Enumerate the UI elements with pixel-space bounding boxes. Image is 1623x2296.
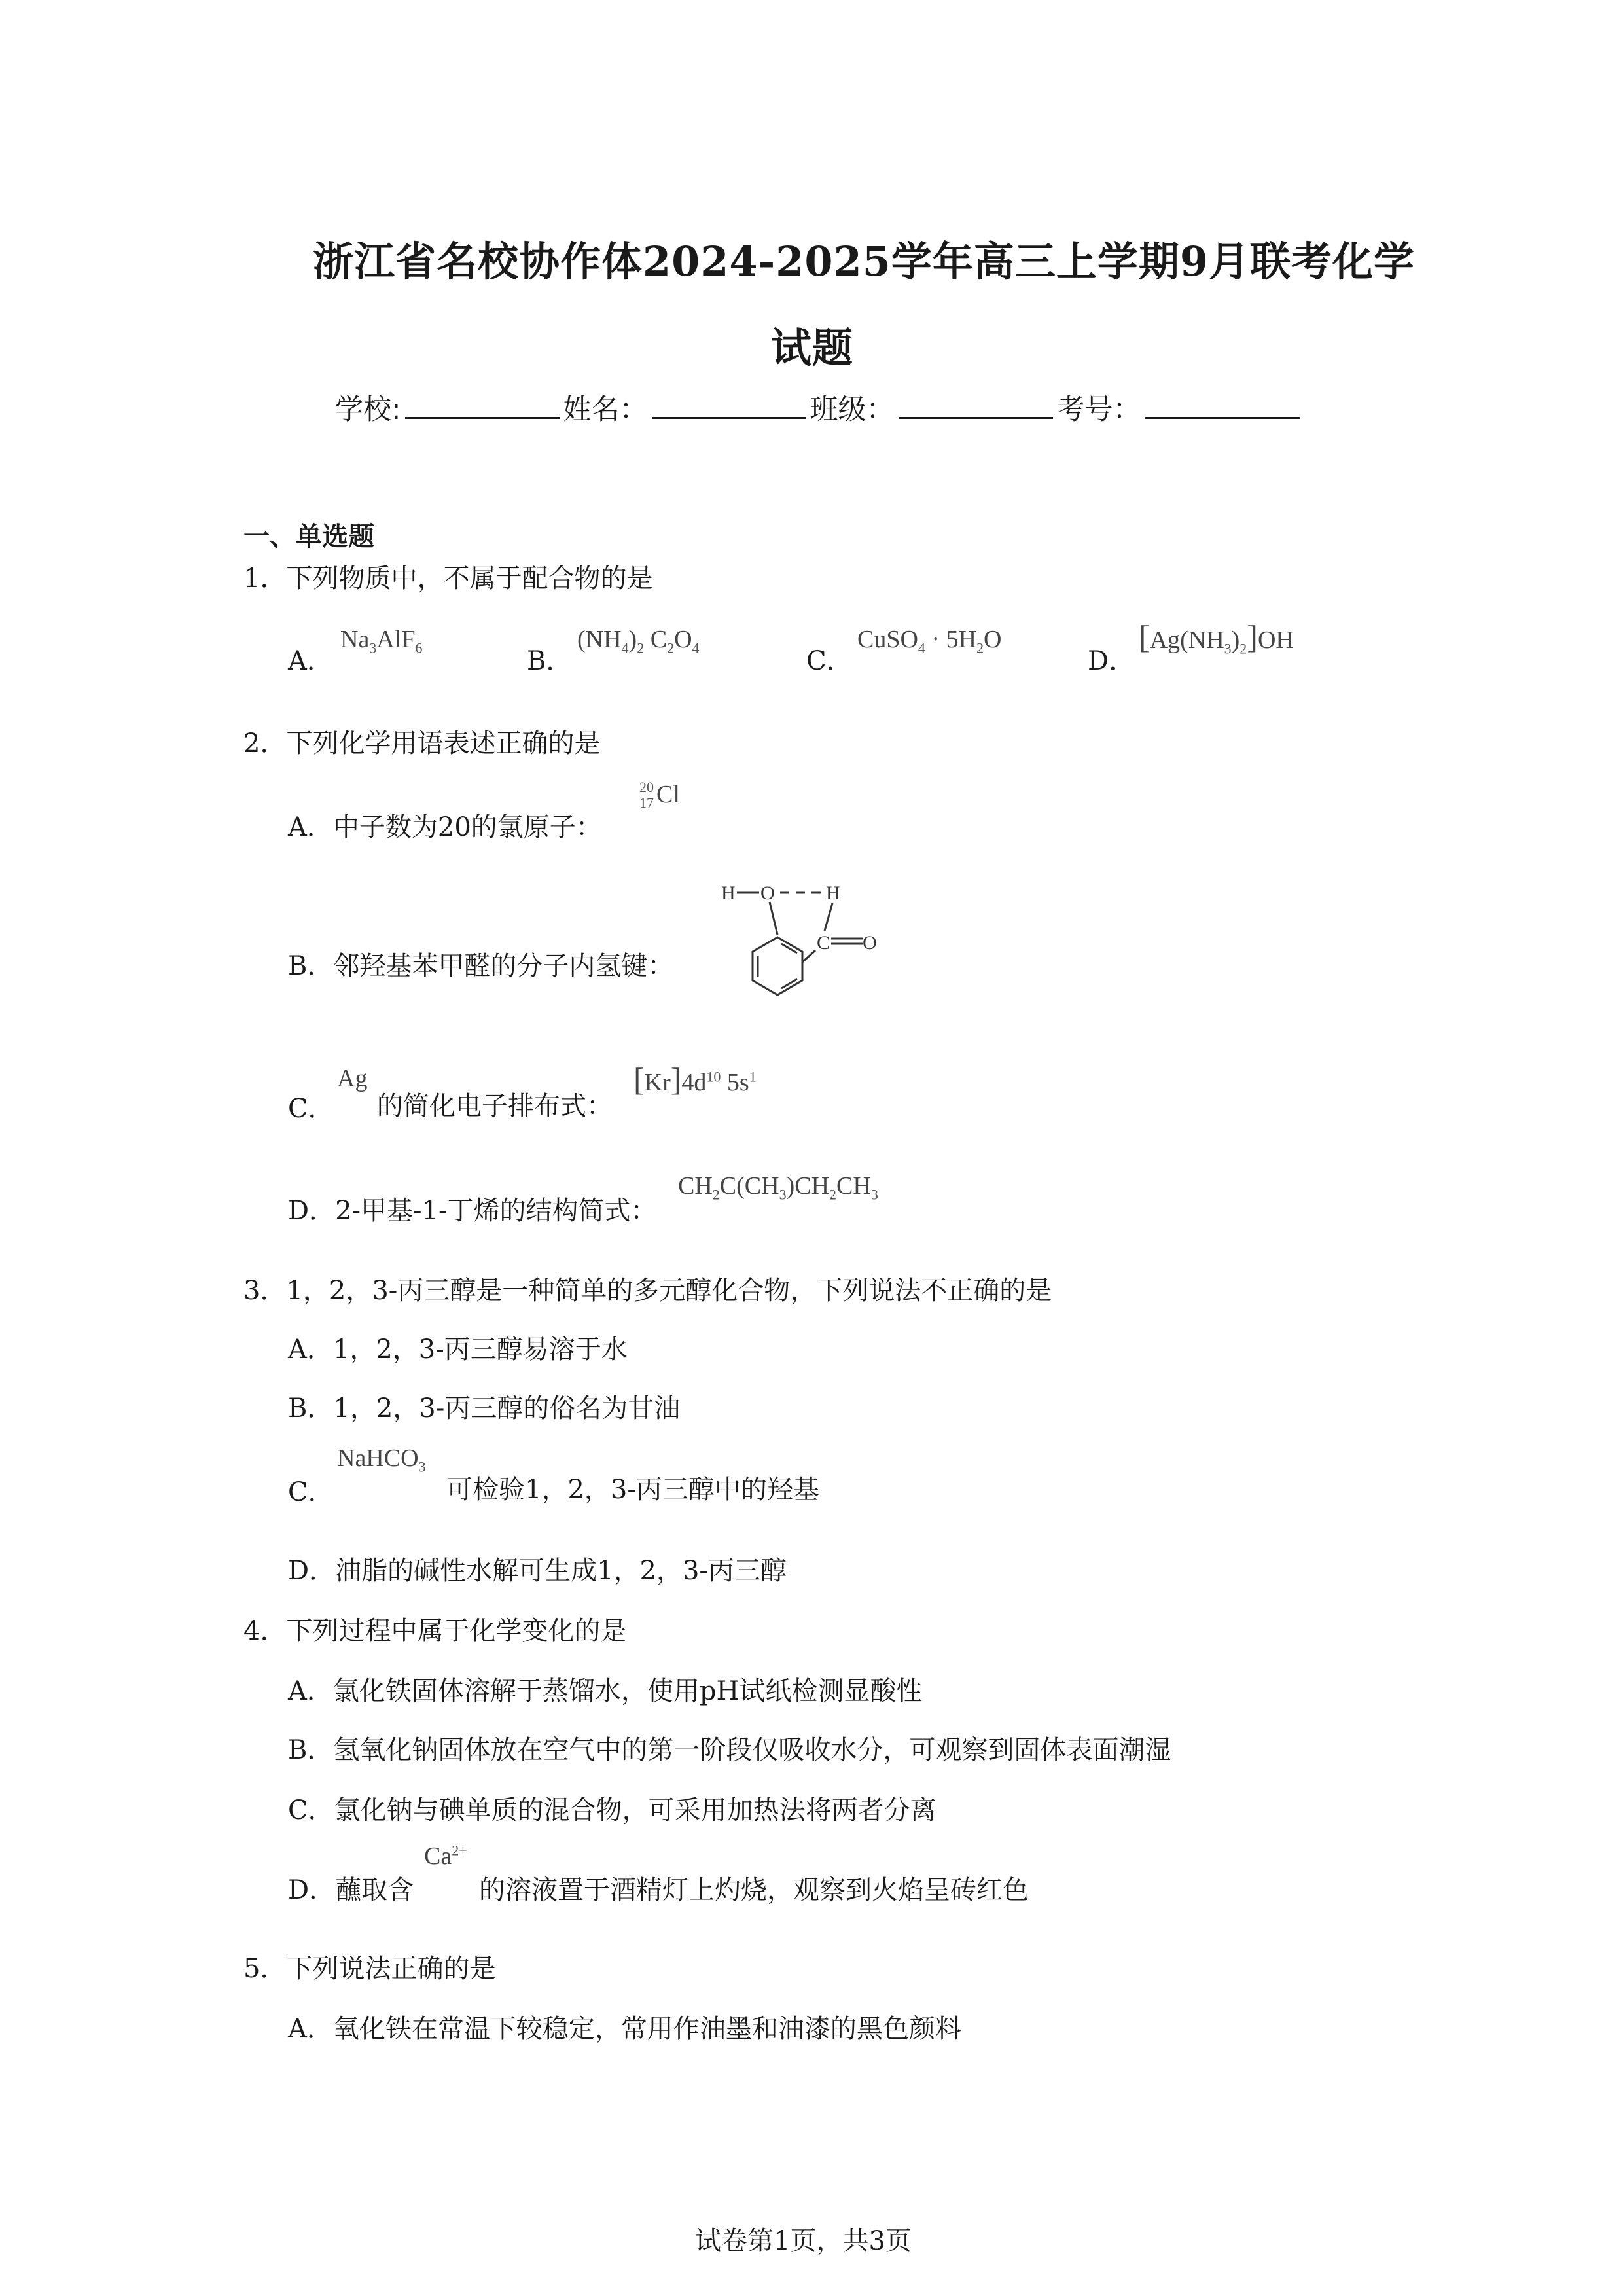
q3-option-c-formula: NaHCO$_3$	[337, 1444, 426, 1475]
q2-option-a	[288, 806, 602, 844]
number-label: 考号：	[1056, 393, 1141, 426]
bond-h-c	[825, 903, 832, 931]
q3-option-b	[288, 1388, 680, 1425]
q2-option-c-formula: $[Kr]4d^{10}$ $5s^1$	[633, 1061, 757, 1098]
question-5-stem: 5．下列说法正确的是	[243, 1954, 496, 1984]
section-title: 一、单选题	[243, 522, 374, 552]
q3-option-d-text: 油脂的碱性水解可生成1，2，3-丙三醇	[335, 1556, 787, 1586]
q2-option-c-label: C．	[288, 1094, 334, 1124]
page-title: 浙江省名校协作体2024-2025学年高三上学期9月联考化学	[313, 238, 1415, 285]
q2-option-b-text: 邻羟基苯甲醛的分子内氢键：	[333, 951, 674, 981]
q1-option-c-label: C．	[806, 646, 853, 676]
q2-option-d-formula: $CH_2C(CH_3)CH_2CH_3$	[678, 1172, 878, 1203]
q5-option-a	[288, 2008, 961, 2045]
q4-option-a	[288, 1670, 922, 1708]
q4-option-c-label: C．	[288, 1795, 334, 1825]
q4-option-b	[288, 1729, 1171, 1767]
q3-option-a-label: A．	[288, 1335, 333, 1365]
question-4-stem: 4．下列过程中属于化学变化的是	[243, 1616, 627, 1646]
q4-option-d-text: 的溶液置于酒精灯上灼烧，观察到火焰呈砖红色	[479, 1875, 1029, 1905]
atom-h-aldehyde: H	[826, 882, 840, 904]
q2-option-d	[288, 1190, 657, 1227]
q3-option-a-text: 1，2，3-丙三醇易溶于水	[332, 1335, 628, 1365]
atom-o-hydroxyl: O	[760, 882, 775, 904]
page-footer: 试卷第1页，共3页	[695, 2226, 912, 2256]
q4-option-c	[288, 1789, 936, 1827]
q4-option-a-label: A．	[288, 1676, 333, 1706]
school-blank[interactable]	[405, 416, 560, 419]
q1-option-b-formula: $(NH_4)_2$ $C_2O_4$	[577, 626, 700, 656]
atom-h-hydroxyl: H	[721, 882, 736, 904]
q1-option-d-label: D．	[1088, 646, 1135, 676]
benzene-ring	[753, 937, 802, 995]
q2-option-d-label: D．	[288, 1196, 336, 1226]
q2-option-c-lead: Ag	[337, 1065, 368, 1092]
name-label: 姓名：	[563, 393, 648, 426]
q5-option-a-text: 氧化铁在常温下较稳定，常用作油墨和油漆的黑色颜料	[332, 2014, 961, 2044]
q3-option-b-text: 1，2，3-丙三醇的俗名为甘油	[333, 1393, 681, 1424]
q3-option-b-label: B．	[288, 1393, 334, 1424]
q2-option-b-label: B．	[288, 951, 334, 981]
question-1-stem: 1．下列物质中，不属于配合物的是	[243, 564, 653, 594]
q1-option-a-formula: $Na_3AlF_6$	[340, 626, 423, 656]
atom-o-aldehyde: O	[863, 932, 877, 954]
class-label: 班级：	[810, 393, 895, 426]
q4-option-b-text: 氢氧化钠固体放在空气中的第一阶段仅吸收水分，可观察到固体表面潮湿	[333, 1735, 1171, 1765]
atom-c-aldehyde: C	[817, 932, 830, 954]
q4-option-a-text: 氯化铁固体溶解于蒸馏水，使用pH试纸检测显酸性	[332, 1676, 923, 1706]
q3-option-a	[288, 1329, 628, 1366]
number-blank[interactable]	[1145, 416, 1300, 419]
q4-option-d-prefix	[288, 1869, 414, 1907]
q4-option-d-label: D．	[288, 1875, 336, 1905]
q2-option-c-text: 的简化电子排布式：	[377, 1091, 613, 1121]
q1-option-d-formula: $[Ag(NH_3)_2]OH$	[1139, 619, 1294, 657]
bond-o-ring	[770, 902, 777, 935]
q4-option-d-formula: $Ca^{2+}$	[424, 1842, 467, 1870]
question-2-stem: 2．下列化学用语表述正确的是	[243, 728, 601, 759]
q1-option-c-formula: CuSO$_4$ · $5H_2O$	[857, 626, 1002, 656]
q2-option-a-label: A．	[288, 812, 333, 842]
class-blank[interactable]	[899, 416, 1053, 419]
school-label: 学校:	[335, 393, 401, 426]
q1-option-b-label: B．	[527, 646, 573, 676]
q2-option-a-formula: 20 17 Cl	[639, 779, 680, 811]
q2-option-b	[288, 945, 673, 982]
salicylaldehyde-structure	[720, 870, 903, 1028]
page-title-line2: 试题	[771, 324, 854, 372]
q3-option-d-label: D．	[288, 1556, 336, 1586]
q3-option-d	[288, 1550, 787, 1587]
question-3-stem: 3．1，2，3-丙三醇是一种简单的多元醇化合物，下列说法不正确的是	[243, 1276, 1052, 1306]
q2-option-a-text: 中子数为20的氯原子：	[332, 812, 602, 842]
q4-option-c-text: 氯化钠与碘单质的混合物，可采用加热法将两者分离	[334, 1795, 936, 1825]
q1-option-a-label: A．	[288, 646, 333, 676]
info-line	[335, 387, 1304, 427]
bond-c-ring	[802, 950, 815, 962]
q2-option-d-text: 2-甲基-1-丁烯的结构简式：	[335, 1196, 657, 1226]
name-blank[interactable]	[652, 416, 806, 419]
q3-option-c-text: 可检验1，2，3-丙三醇中的羟基	[446, 1475, 819, 1505]
q4-option-b-label: B．	[288, 1735, 334, 1765]
q3-option-c-label: C．	[288, 1477, 334, 1507]
q4-option-d-text-before: 蘸取含	[335, 1875, 414, 1905]
q5-option-a-label: A．	[288, 2014, 333, 2044]
